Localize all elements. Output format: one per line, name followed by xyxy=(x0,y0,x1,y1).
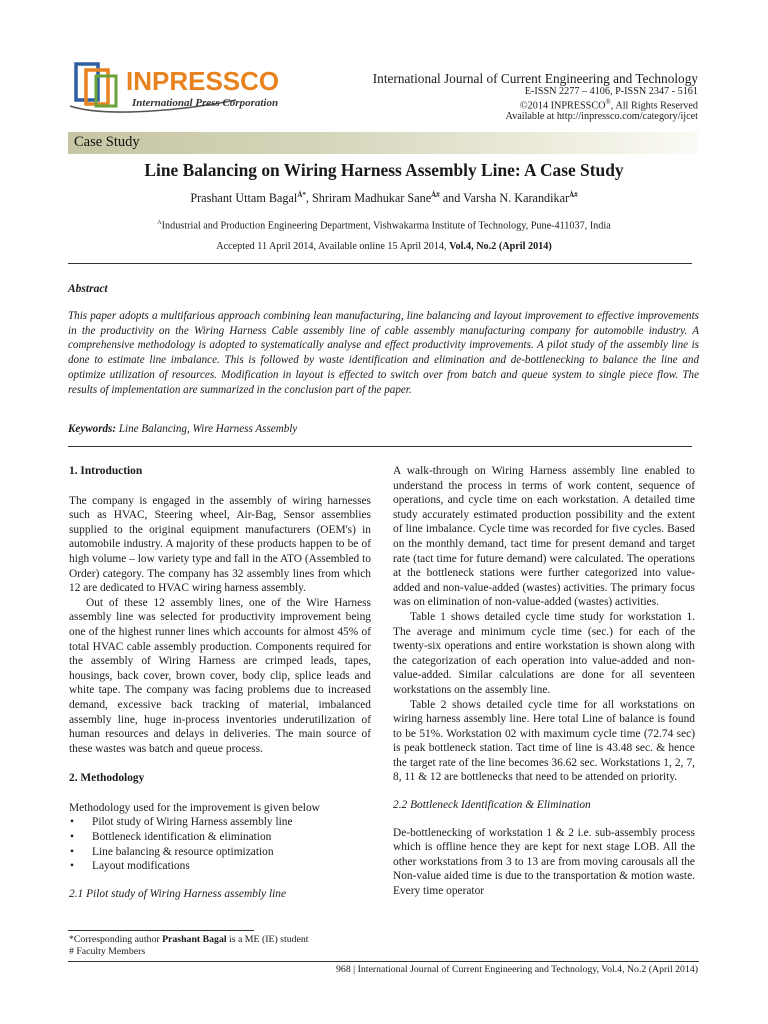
copyright-prefix: ©2014 INPRESSCO xyxy=(519,100,606,112)
copyright-line xyxy=(520,98,698,111)
abstract-heading: Abstract xyxy=(68,283,108,295)
author-mark: Ȧ# xyxy=(569,191,578,199)
affiliation xyxy=(0,220,768,231)
copyright-suffix: , All Rights Reserved xyxy=(610,100,698,112)
footnote-faculty: # Faculty Members xyxy=(69,946,146,957)
keywords-label: Keywords: xyxy=(68,423,117,435)
footnote-author-name: Prashant Bagal xyxy=(162,934,227,945)
subsection-heading: 2.2 Bottleneck Identification & Elimination xyxy=(393,799,591,812)
divider xyxy=(68,446,692,447)
paragraph: Out of these 12 assembly lines, one of the Wire Harness assembly line was selected for productivity improvement being one of the highest runner lines which accounts for almost 45% of total HVAC cable assembly production. Components required for the assembly of Wiring Harness are crimped leads, tapes, housings, back cover, brown cover, body clip, splice leads and white tape. The company was facing problems due to increased demand, excessive back tracking of material, imbalanced assembly line, huge in-process inventories underutilization of human resources and delays in deliveries. The main source of these wastes was batch and queue process. xyxy=(69,596,371,755)
footnote-text: *Corresponding author xyxy=(69,934,163,945)
author-separator: , xyxy=(305,191,312,206)
footnote-text: is a ME (IE) student xyxy=(226,934,309,945)
journal-title: International Journal of Current Engineering and Technology xyxy=(372,71,698,86)
list-item: • Layout modifications xyxy=(69,859,371,874)
list-item: • Line balancing & resource optimization xyxy=(69,845,371,860)
inpressco-logo xyxy=(66,60,314,126)
abstract-body: This paper adopts a multifarious approach combining lean manufacturing, line balancing and layout improvement to effective improvements in the productivity on the Wiring Harness Cable assembly line of cable assembly manufacturing company for automobile industry. A comprehensive methodology is adopted to systematically analyse and effect productivity improvements. A pilot study of the assembly line is done to estimate line imbalance. This is followed by waste identification and elimination and de-bottlenecking to balance the line and optimize utilization of resources. Modification in layout is effected to switch over from batch and queue system to single piece flow. The results of implementation are summarized in the conclusion part of the paper. xyxy=(68,310,699,396)
paragraph: The company is engaged in the assembly of wiring harnesses such as HVAC, Steering wheel, Air-Bag, Sensor assemblies supplied to the original equipment manufacturers (OEM's) in automobile industry. A majority of these products happen to be of high volume – low variety type and fall in the ATO (Assembled to Order) category. The company has 32 assembly lines from which 12 are dedicated to HVAC wiring harness assembly. xyxy=(69,494,371,595)
author-separator: and xyxy=(439,191,464,206)
author-name: Varsha N. Karandikar xyxy=(463,191,570,206)
logo-tagline: International Press Corporation xyxy=(132,97,279,109)
affiliation-mark: A xyxy=(157,220,162,226)
footnote-corresponding-author xyxy=(69,934,308,945)
keywords xyxy=(68,423,297,435)
author-list xyxy=(0,191,768,206)
case-study-label: Case Study xyxy=(74,134,140,150)
accepted-dates xyxy=(0,241,768,252)
divider xyxy=(68,263,692,264)
list-item: • Bottleneck identification & elimination xyxy=(69,830,371,845)
volume-info: Vol.4, No.2 (April 2014) xyxy=(449,241,552,252)
registered-mark: ® xyxy=(605,98,611,106)
paragraph: Table 1 shows detailed cycle time study for workstation 1. The average and minimum cycle time (sec.) for each of the twenty-six operations and entire workstation is shown along with the categorization of each operation into value-added and non-value-added. Similar calculations are done for all seventeen workstations on the assembly line. xyxy=(393,610,695,696)
section-heading-methodology: 2. Methodology xyxy=(69,772,145,785)
section-heading-introduction: 1. Introduction xyxy=(69,465,143,477)
accepted-text: Accepted 11 April 2014, Available online 15 April 2014, xyxy=(216,241,450,252)
case-study-band xyxy=(68,132,698,154)
left-column xyxy=(69,464,371,901)
paragraph: A walk-through on Wiring Harness assembly line enabled to understand the process in terms of work content, sequence of operations, and cycle time on each workstation. A detailed time study accurately estimated production possibility and the extent of line imbalance. Cycle time was recorded for five cycles. Based on the monthly demand, tact time for present demand and target rate (tact time for future demand) were calculated. The operations at the bottleneck stations were further categorized into value-added and non-value-added (wastes) activities. The primary focus was on elimination of non-value-added (wastes) activities. xyxy=(393,465,695,609)
keywords-text: Line Balancing, Wire Harness Assembly xyxy=(116,423,298,435)
logo-wordmark: INPRESSCO xyxy=(126,66,280,96)
methodology-list xyxy=(69,815,371,873)
paper-title: Line Balancing on Wiring Harness Assembly Line: A Case Study xyxy=(144,160,624,180)
author-mark: Ȧ# xyxy=(431,191,440,199)
affiliation-text: Industrial and Production Engineering Department, Vishwakarma Institute of Technology, Pune-411037, India xyxy=(161,220,611,232)
paragraph: Table 2 shows detailed cycle time for all workstations on wiring harness assembly line. Here total Line of balance is found to be 51%. Workstation 02 with maximum cycle time (72.74 sec) is peak bottleneck station. Tact time of line is 43.48 sec. & hence the target rate of the line becomes 36.62 sec. Workstations 1, 2, 7, 8, 11 & 12 are bottlenecks that need to be attended on priority. xyxy=(393,698,695,784)
author-mark: Ȧ* xyxy=(297,191,306,199)
author-name: Prashant Uttam Bagal xyxy=(190,191,298,206)
availability-link[interactable]: Available at http://inpressco.com/category/ijcet xyxy=(505,111,698,122)
issn-line: E-ISSN 2277 – 4106, P-ISSN 2347 - 5161 xyxy=(524,86,698,97)
subsection-heading: 2.1 Pilot study of Wiring Harness assembly line xyxy=(69,887,287,900)
right-column xyxy=(393,464,695,899)
page-footer: 968 | International Journal of Current Engineering and Technology, Vol.4, No.2 (April 2014) xyxy=(336,964,698,975)
footer-rule xyxy=(68,961,699,962)
paragraph: Methodology used for the improvement is given below xyxy=(69,801,320,814)
paragraph: De-bottlenecking of workstation 1 & 2 i.e. sub-assembly process which is offline hence they are kept for next stage LOB. All the other workstations from 3 to 13 are from moving carousals all the Non-value aided time is due to the transportation & motion waste. Every time operator xyxy=(393,826,695,898)
author-name: Shriram Madhukar Sane xyxy=(311,191,432,206)
list-item: • Pilot study of Wiring Harness assembly line xyxy=(69,815,371,830)
footnote-rule xyxy=(68,930,254,931)
